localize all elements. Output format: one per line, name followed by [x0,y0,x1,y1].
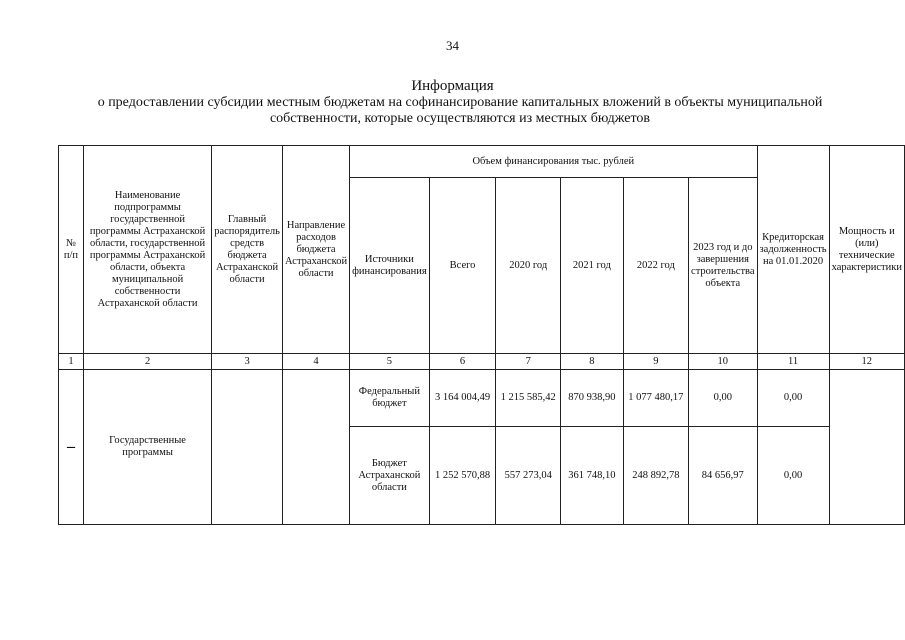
y2022-cell: 1 077 480,17 [623,370,688,427]
y2023-cell: 84 656,97 [689,427,758,525]
header-2023: 2023 год и до завершения строительства объекта [689,178,758,354]
header-2022: 2022 год [623,178,688,354]
y2020-cell: 1 215 585,42 [496,370,561,427]
header-2020: 2020 год [496,178,561,354]
total-cell: 3 164 004,49 [429,370,496,427]
column-number: 8 [561,354,624,370]
row-number: – [59,370,84,525]
row-name: Государственные программы [83,370,211,525]
header-name: Наименование подпрограммы государственной программы Астраханской области, государственной программы Астраханской области, объекта муниципальной собственности Астраханской области [83,146,211,354]
column-number: 6 [429,354,496,370]
source-cell: Бюджет Астраханской области [350,427,430,525]
header-total: Всего [429,178,496,354]
header-source: Источники финансирования [350,178,430,354]
y2021-cell: 870 938,90 [561,370,624,427]
header-funding-group: Объем финансирования тыс. рублей [350,146,757,178]
column-number: 11 [757,354,829,370]
y2023-cell: 0,00 [689,370,758,427]
document-subtitle: о предоставлении субсидии местным бюджетам на софинансирование капитальных вложений в объекты муниципальной собственности, которые осуществляются из местных бюджетов [97,95,823,126]
column-number: 1 [59,354,84,370]
page-number: 34 [446,38,459,53]
column-number: 9 [623,354,688,370]
table-row [59,370,905,427]
row-capacity [829,370,904,525]
debt-cell: 0,00 [757,370,829,427]
total-cell: 1 252 570,88 [429,427,496,525]
column-number: 3 [212,354,283,370]
document-title: Информация [411,78,494,94]
column-number: 12 [829,354,904,370]
debt-cell: 0,00 [757,427,829,525]
source-cell: Федеральный бюджет [350,370,430,427]
column-number: 10 [689,354,758,370]
column-number: 4 [282,354,349,370]
header-admin: Главный распорядитель средств бюджета Астраханской области [212,146,283,354]
y2022-cell: 248 892,78 [623,427,688,525]
header-direction: Направление расходов бюджета Астраханской области [282,146,349,354]
column-number: 5 [350,354,430,370]
y2021-cell: 361 748,10 [561,427,624,525]
header-debt: Кредиторская задолженность на 01.01.2020 [757,146,829,354]
funding-table [58,145,905,525]
column-number: 7 [496,354,561,370]
header-num: № п/п [59,146,84,354]
header-capacity: Мощность и (или) технические характеристики [829,146,904,354]
column-number: 2 [83,354,211,370]
row-admin [212,370,283,525]
row-direction [282,370,349,525]
y2020-cell: 557 273,04 [496,427,561,525]
header-2021: 2021 год [561,178,624,354]
column-number-row [59,354,905,370]
